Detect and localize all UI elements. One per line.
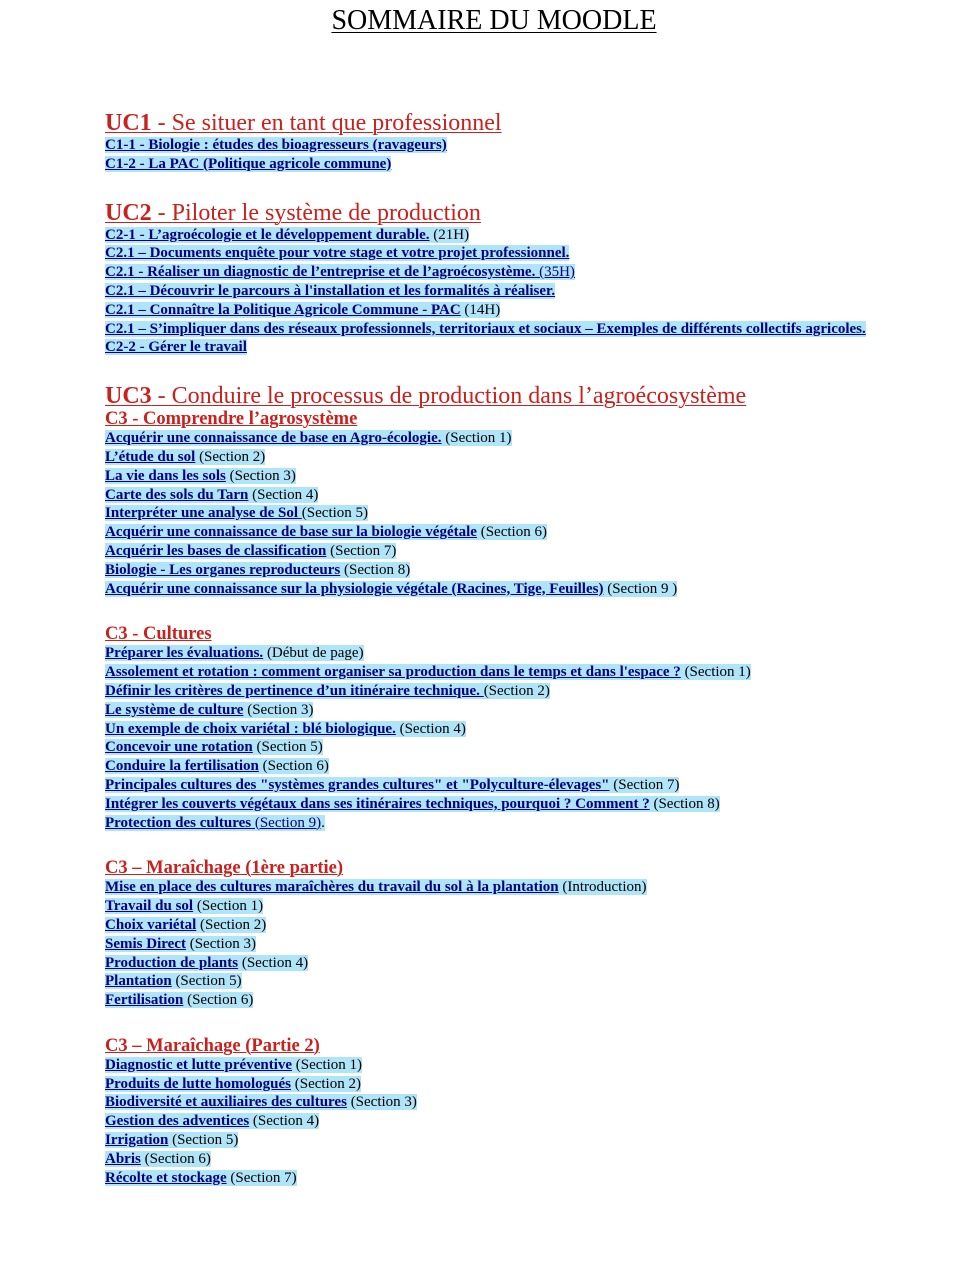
section (105, 383, 978, 598)
list-item (105, 504, 978, 523)
item-note: (Section 5) (301, 505, 369, 522)
list-item (105, 448, 978, 467)
item-note: (Section 8) (649, 795, 720, 812)
subsection-heading: C3 – Maraîchage (Partie 2) (105, 1035, 320, 1056)
unit-heading (105, 110, 978, 136)
item-highlight (105, 156, 391, 172)
item-link[interactable]: C2.1 – Documents enquête pour votre stage et votre projet professionnel. (105, 245, 570, 262)
item-highlight (105, 777, 679, 793)
item-note: (Section 4) (249, 1113, 320, 1130)
item-highlight (105, 739, 323, 755)
page-title: SOMMAIRE DU MOODLE (331, 5, 657, 36)
item-link[interactable]: C2.1 – Découvrir le parcours à l'installation et les formalités à réaliser. (105, 282, 556, 299)
item-note: (Section 1) (292, 1056, 363, 1073)
subsection-heading: C3 - Cultures (105, 624, 212, 645)
item-link[interactable]: Intégrer les couverts végétaux dans ses itinéraires techniques, pourquoi ? Comment ? (105, 795, 650, 812)
item-link[interactable]: Produits de lutte homologués (105, 1075, 291, 1092)
item-highlight (105, 992, 253, 1008)
list-item (105, 1093, 978, 1112)
item-highlight (105, 283, 555, 299)
item-link[interactable]: Plantation (105, 973, 172, 990)
section (105, 858, 978, 1010)
item-link[interactable]: Biodiversité et auxiliaires des cultures (105, 1094, 347, 1111)
list-item (105, 263, 978, 282)
item-note: (Section 3) (346, 1094, 417, 1111)
item-trail: . (321, 814, 325, 831)
list-item (105, 916, 978, 935)
item-highlight (105, 702, 313, 718)
list-item (105, 814, 978, 833)
list-item (105, 776, 978, 795)
item-link[interactable]: C1-2 - La PAC (Politique agricole commune) (105, 155, 392, 172)
item-note: (Section 2) (290, 1075, 361, 1092)
item-note: (Section 1) (441, 430, 512, 447)
item-note: (Section 6) (140, 1150, 211, 1167)
list-item (105, 972, 978, 991)
item-link[interactable]: C1-1 - Biologie : études des bioagresseurs (ravageurs) (105, 137, 447, 153)
list-item (105, 523, 978, 542)
item-note: (Section 3) (185, 935, 256, 952)
item-link[interactable]: Préparer les évaluations. (105, 645, 264, 662)
item-note: (Section 1) (680, 664, 751, 681)
item-note: (Section 6) (476, 524, 547, 541)
item-highlight (105, 543, 396, 559)
item-note: (Section 5) (171, 973, 242, 990)
subsection-heading: C3 - Comprendre l’agrosystème (105, 409, 358, 430)
item-highlight (105, 430, 512, 446)
unit-title: - Conduire le processus de production dans l’agroécosystème (151, 383, 747, 410)
item-highlight (105, 137, 447, 153)
item-note: (Section 4) (238, 954, 309, 971)
item-highlight (105, 505, 368, 521)
item-highlight (105, 1076, 361, 1092)
item-highlight (105, 879, 647, 895)
item-highlight (105, 955, 308, 971)
item-note: (Section 6) (258, 758, 329, 775)
list-item (105, 561, 978, 580)
item-link[interactable]: L’étude du sol (105, 448, 196, 465)
item-link[interactable]: Un exemple de choix variétal : blé biologique. (105, 720, 396, 737)
item-note: (Section 7) (226, 1169, 297, 1186)
item-note: (Section 7) (609, 776, 680, 793)
item-note: (21H) (429, 226, 470, 243)
item-highlight (105, 449, 265, 465)
item-highlight (105, 562, 410, 578)
list-item (105, 338, 978, 357)
list-item (105, 486, 978, 505)
item-highlight (105, 245, 569, 261)
item-link[interactable]: Irrigation (105, 1132, 169, 1149)
item-highlight (105, 321, 866, 337)
item-highlight (105, 487, 318, 503)
list-item (105, 795, 978, 814)
item-highlight (105, 339, 247, 355)
item-highlight (105, 227, 469, 243)
item-link[interactable]: Récolte et stockage (105, 1169, 227, 1186)
item-note: (Section 9 ) (603, 580, 678, 597)
list-item (105, 682, 978, 701)
list-item (105, 320, 978, 339)
item-note: (14H) (460, 301, 501, 318)
list-item (105, 301, 978, 320)
item-note: (Section 8) (340, 561, 411, 578)
list-item (105, 1112, 978, 1131)
item-highlight (105, 898, 263, 914)
list-item (105, 738, 978, 757)
item-highlight (105, 721, 466, 737)
unit-code: UC1 (105, 110, 152, 136)
item-note: (Introduction) (558, 879, 647, 896)
item-link[interactable]: C2.1 – Connaître la Politique Agricole Commune - PAC (105, 301, 461, 318)
item-highlight (105, 264, 575, 280)
item-link[interactable]: Assolement et rotation : comment organiser sa production dans le temps et dans l'espace ? (105, 664, 681, 681)
list-item (105, 282, 978, 301)
item-link[interactable]: Semis Direct (105, 935, 186, 952)
list-item (105, 429, 978, 448)
item-highlight (105, 524, 547, 540)
table-of-contents (105, 110, 978, 1187)
unit-title: - Se situer en tant que professionnel (151, 110, 502, 136)
item-link[interactable]: Le système de culture (105, 701, 244, 718)
item-link[interactable]: La vie dans les sols (105, 467, 226, 484)
item-highlight (105, 581, 677, 597)
item-note[interactable]: (Section 9) (251, 814, 322, 831)
item-note[interactable]: (35H) (535, 264, 575, 281)
section (105, 110, 978, 174)
item-note: (Début de page) (263, 645, 364, 662)
item-link[interactable]: Protection des cultures (105, 814, 252, 831)
list-item (105, 244, 978, 263)
list-item (105, 720, 978, 739)
item-highlight (105, 645, 364, 661)
list-item (105, 580, 978, 599)
list-item (105, 155, 978, 174)
item-highlight (105, 1132, 238, 1148)
unit-code: UC3 (105, 383, 152, 410)
item-note: (Section 2) (483, 682, 550, 699)
item-link[interactable]: Biologie - Les organes reproducteurs (105, 561, 341, 578)
unit-heading (105, 383, 978, 409)
item-note: (Section 2) (195, 448, 266, 465)
item-link[interactable]: Acquérir une connaissance sur la physiologie végétale (Racines, Tige, Feuilles) (105, 580, 604, 597)
item-highlight (105, 664, 751, 680)
item-note: (Section 5) (168, 1132, 239, 1149)
item-note: (Section 3) (225, 467, 296, 484)
item-link[interactable]: Interpréter une analyse de Sol (105, 505, 302, 522)
unit-code: UC2 (105, 199, 152, 226)
item-highlight (105, 796, 720, 812)
item-link[interactable]: Diagnostic et lutte préventive (105, 1056, 293, 1073)
unit-heading (105, 200, 978, 226)
section (105, 200, 978, 358)
item-link[interactable]: C2.1 – S’impliquer dans des réseaux professionnels, territoriaux et sociaux – Exemples de différents collectifs agricoles. (105, 320, 866, 337)
list-item (105, 701, 978, 720)
item-link[interactable]: Acquérir les bases de classification (105, 542, 327, 559)
item-link[interactable]: Carte des sols du Tarn (105, 486, 249, 503)
item-note: (Section 4) (248, 486, 319, 503)
item-link[interactable]: Conduire la fertilisation (105, 758, 259, 775)
item-highlight (105, 1057, 362, 1073)
list-item (105, 226, 978, 245)
item-link[interactable]: Travail du sol (105, 898, 194, 915)
item-link[interactable]: Choix variétal (105, 916, 197, 933)
item-note: (Section 3) (243, 701, 314, 718)
list-item (105, 878, 978, 897)
item-link[interactable]: C2-1 - L’agroécologie et le développement durable. (105, 226, 430, 243)
item-link[interactable]: Abris (105, 1150, 141, 1167)
item-link[interactable]: Concevoir une rotation (105, 739, 253, 756)
item-note: (Section 7) (326, 542, 397, 559)
item-link[interactable]: Acquérir une connaissance de base sur la biologie végétale (105, 524, 477, 541)
item-link[interactable]: C2-2 - Gérer le travail (105, 339, 247, 356)
item-highlight (105, 302, 500, 318)
item-highlight (105, 815, 325, 831)
list-item (105, 644, 978, 663)
item-note: (Section 5) (252, 739, 323, 756)
item-highlight (105, 1094, 417, 1110)
subsection-heading: C3 – Maraîchage (1ère partie) (105, 858, 344, 879)
list-item (105, 757, 978, 776)
list-item (105, 663, 978, 682)
list-item (105, 1131, 978, 1150)
item-link[interactable]: Acquérir une connaissance de base en Agro-écologie. (105, 430, 442, 447)
item-link[interactable]: C2.1 - Réaliser un diagnostic de l’entreprise et de l’agroécosystème. (105, 264, 536, 281)
list-item (105, 1150, 978, 1169)
list-item (105, 1075, 978, 1094)
section (105, 1036, 978, 1188)
list-item (105, 897, 978, 916)
list-item (105, 542, 978, 561)
item-note: (Section 4) (395, 720, 466, 737)
item-link[interactable]: Production de plants (105, 954, 239, 971)
unit-title: - Piloter le système de production (151, 199, 481, 226)
item-note: (Section 1) (193, 898, 264, 915)
item-link[interactable]: Fertilisation (105, 992, 184, 1009)
item-highlight (105, 1151, 211, 1167)
item-link[interactable]: Principales cultures des "systèmes grandes cultures" et "Polyculture-élevages" (105, 776, 610, 793)
section (105, 624, 978, 832)
item-link[interactable]: Mise en place des cultures maraîchères du travail du sol à la plantation (105, 879, 559, 896)
item-highlight (105, 973, 242, 989)
list-item (105, 1056, 978, 1075)
list-item (105, 954, 978, 973)
list-item (105, 1169, 978, 1188)
item-highlight (105, 917, 266, 933)
item-highlight (105, 683, 550, 699)
item-link[interactable]: Définir les critères de pertinence d’un itinéraire technique. (105, 682, 484, 699)
item-highlight (105, 468, 296, 484)
list-item (105, 467, 978, 486)
list-item (105, 136, 978, 155)
list-item (105, 991, 978, 1010)
item-note: (Section 2) (196, 916, 267, 933)
item-highlight (105, 758, 329, 774)
list-item (105, 935, 978, 954)
item-highlight (105, 1113, 319, 1129)
item-highlight (105, 1170, 297, 1186)
item-highlight (105, 936, 256, 952)
item-note: (Section 6) (183, 992, 254, 1009)
item-link[interactable]: Gestion des adventices (105, 1113, 250, 1130)
